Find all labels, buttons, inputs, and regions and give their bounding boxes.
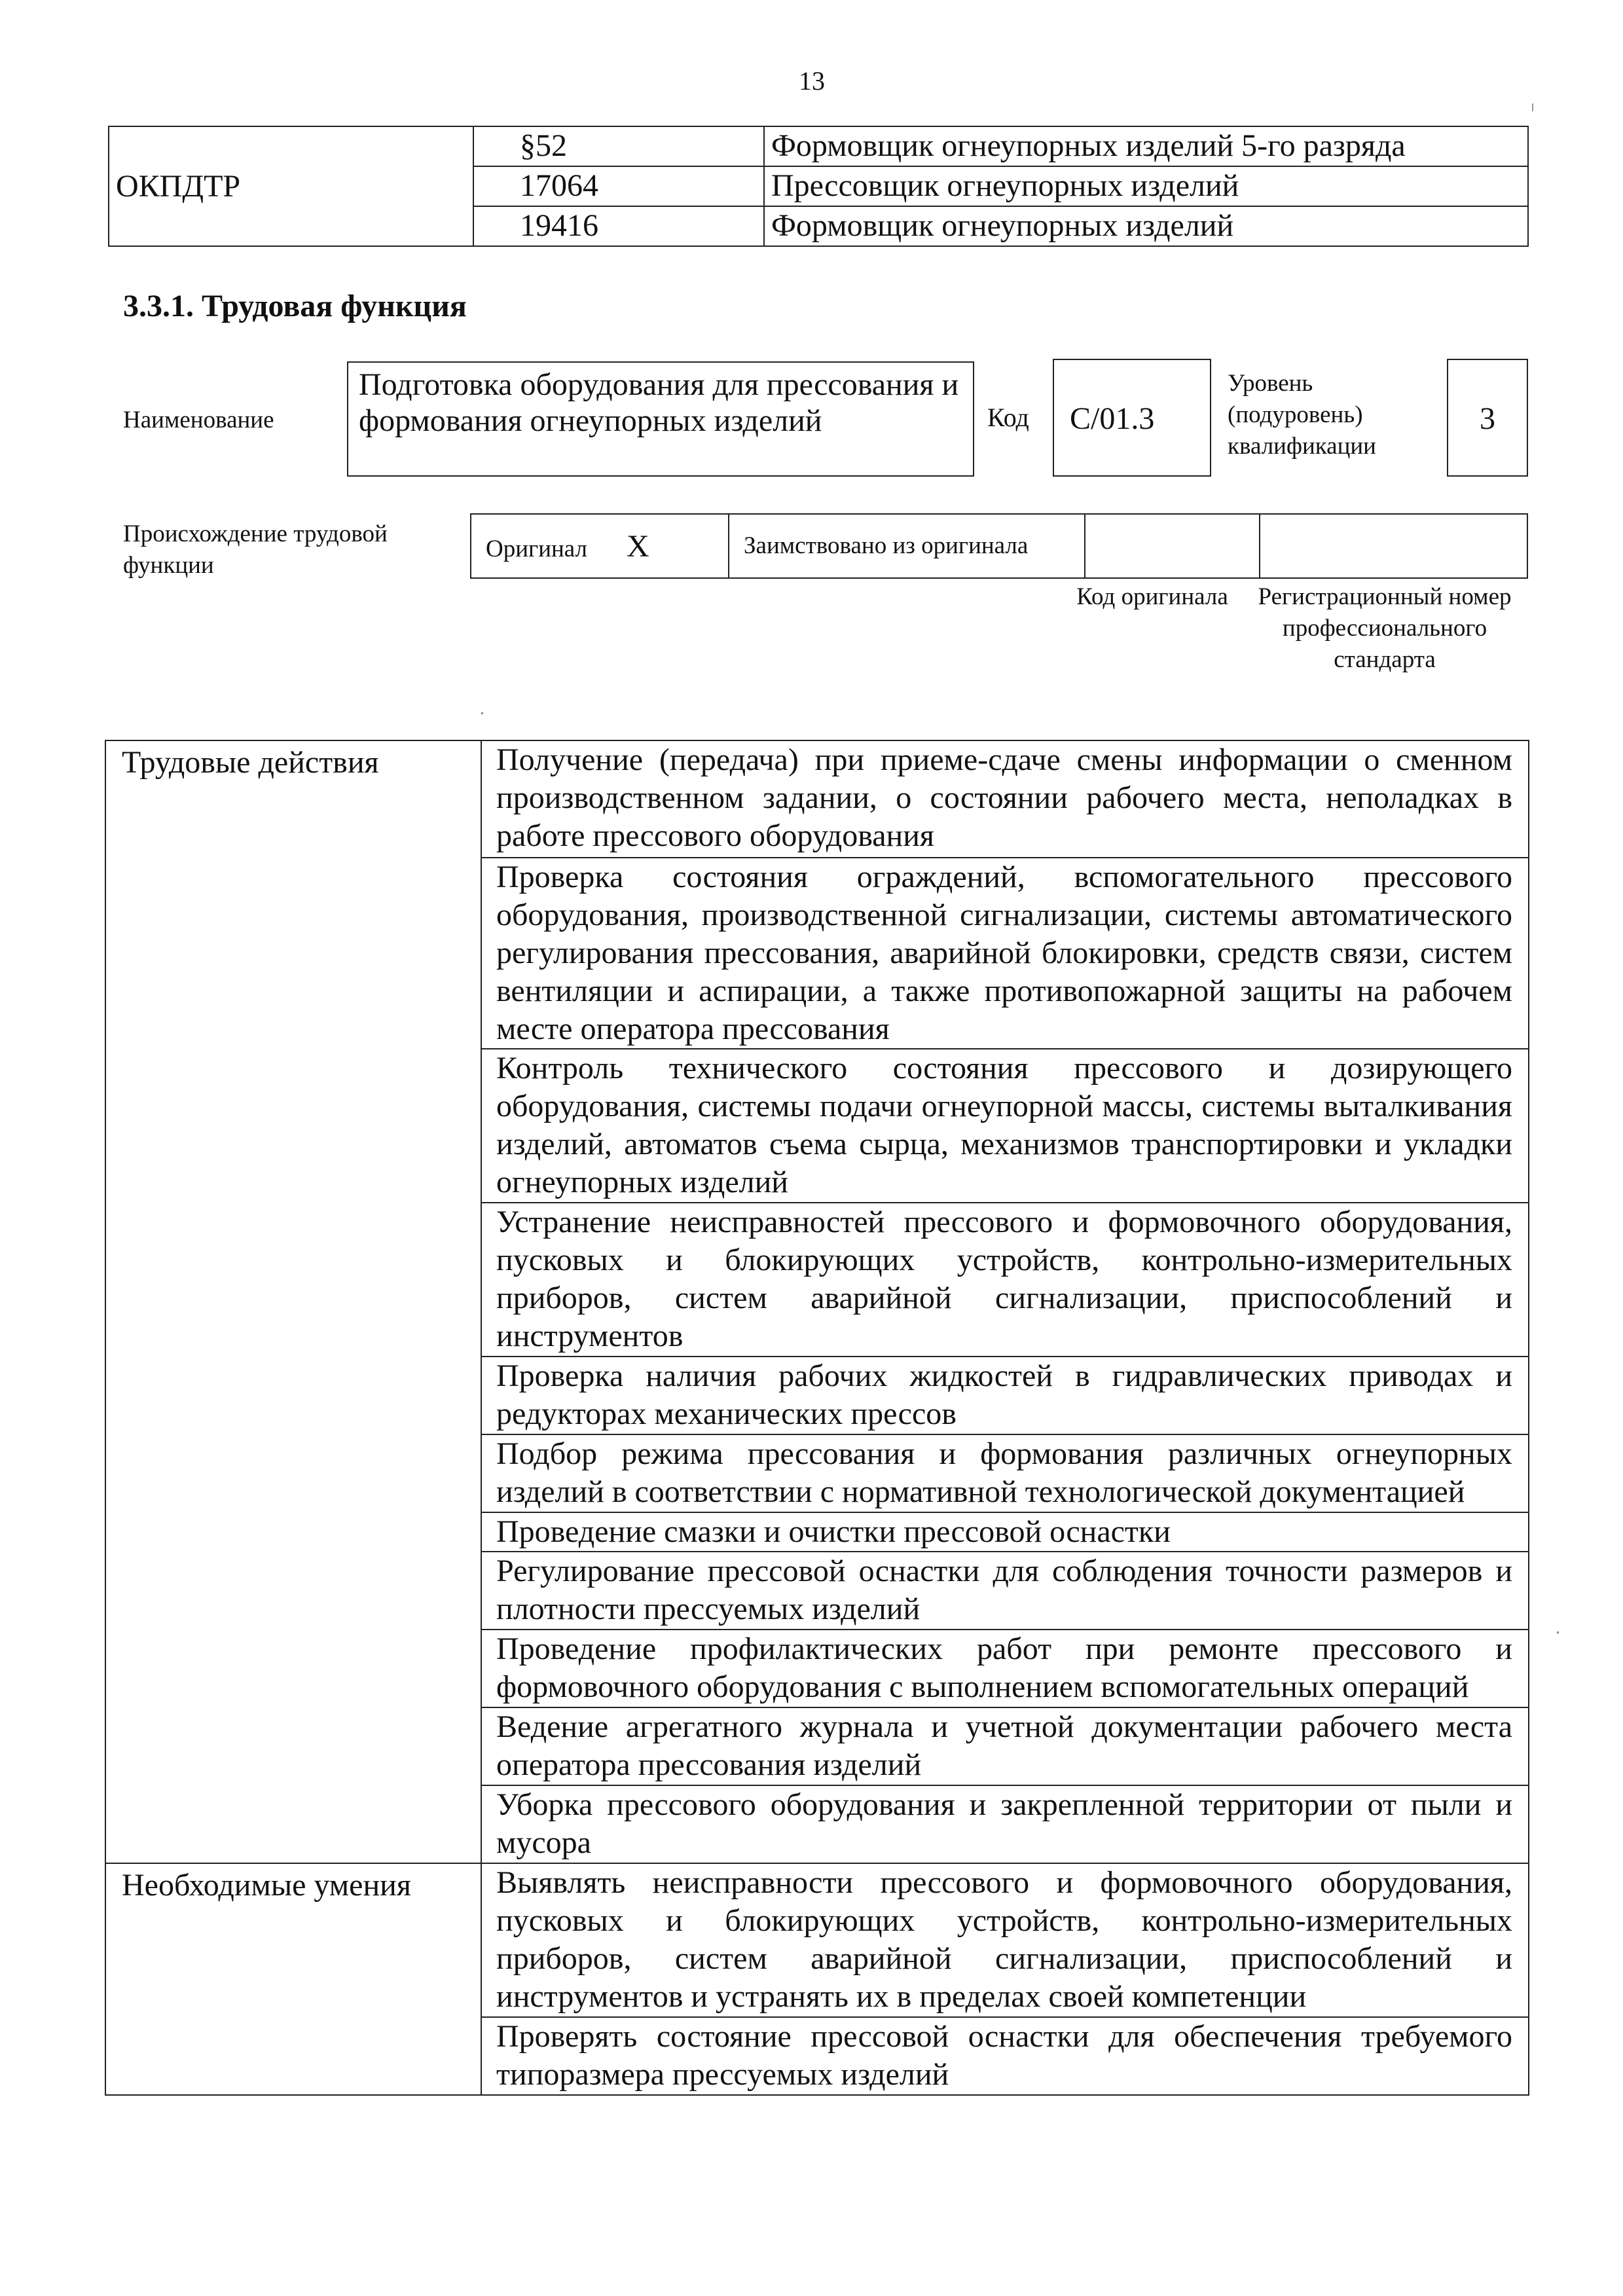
- original-label: Оригинал: [486, 535, 588, 562]
- labor-action-item: Проведение смазки и очистки прессовой оснастки: [481, 1512, 1529, 1552]
- codes-table: [108, 126, 1529, 247]
- title-cell: Формовщик огнеупорных изделий: [764, 206, 1528, 246]
- code-cell: 19416: [473, 206, 764, 246]
- section-title: 3.3.1. Трудовая функция: [123, 289, 467, 323]
- code-label: Код: [987, 403, 1029, 432]
- code-cell: 17064: [473, 166, 764, 206]
- level-box: 3: [1447, 359, 1528, 477]
- original-code-caption: Код оригинала: [1076, 583, 1228, 610]
- function-details-table: [105, 740, 1529, 2096]
- code-cell: §52: [473, 126, 764, 166]
- labor-action-item: Уборка прессового оборудования и закрепленной территории от пыли и мусора: [481, 1785, 1529, 1863]
- original-cell: [471, 514, 729, 578]
- labor-action-item: Проверка наличия рабочих жидкостей в гидравлических приводах и редукторах механических прессов: [481, 1357, 1529, 1434]
- labor-action-item: Проведение профилактических работ при ремонте прессового и формовочного оборудования с выполнением вспомогательных операций: [481, 1630, 1529, 1707]
- scan-mark: [1532, 103, 1533, 111]
- labor-action-item: Ведение агрегатного журнала и учетной документации рабочего места оператора прессования изделий: [481, 1707, 1529, 1785]
- labor-action-item: Регулирование прессовой оснастки для соблюдения точности размеров и плотности прессуемых изделий: [481, 1552, 1529, 1630]
- registration-number-cell: [1260, 514, 1527, 578]
- table-row: [109, 126, 1528, 166]
- title-cell: Формовщик огнеупорных изделий 5-го разряда: [764, 126, 1528, 166]
- origin-table: [470, 513, 1528, 579]
- level-label: Уровень (подуровень) квалификации: [1228, 370, 1376, 460]
- function-name-box: Подготовка оборудования для прессования и формования огнеупорных изделий: [347, 361, 974, 477]
- labor-action-item: Получение (передача) при приеме-сдаче смены информации о сменном производственном задании, о состоянии рабочего места, неполадках в работе прессового оборудования: [481, 740, 1529, 858]
- registration-caption: Регистрационный номер профессионального стандарта: [1258, 583, 1512, 673]
- origin-label: Происхождение трудовой функции: [123, 520, 388, 579]
- name-label: Наименование: [123, 407, 274, 433]
- original-code-cell: [1085, 514, 1260, 578]
- skill-item: Проверять состояние прессовой оснастки для обеспечения требуемого типоразмера прессуемых изделий: [481, 2017, 1529, 2095]
- table-row: [105, 1863, 1529, 2017]
- labor-action-item: Проверка состояния ограждений, вспомогательного прессового оборудования, производственной сигнализации, системы автоматического регулирования прессования, аварийной блокировки, средств связи, систем вентиляции и аспирации, а также противопожарной защиты на рабочем месте оператора прессования: [481, 858, 1529, 1049]
- skill-item: Выявлять неисправности прессового и формовочного оборудования, пусковых и блокирующих устройств, контрольно-измерительных приборов, систем аварийной сигнализации, приспособлений и инструментов и устранять их в пределах своей компетенции: [481, 1863, 1529, 2017]
- labor-action-item: Подбор режима прессования и формования различных огнеупорных изделий в соответствии с нормативной технологической документацией: [481, 1434, 1529, 1512]
- required-skills-label: Необходимые умения: [105, 1863, 481, 2095]
- scan-mark: [481, 712, 483, 714]
- table-row: [471, 514, 1527, 578]
- function-code-box: С/01.3: [1053, 359, 1211, 477]
- page-number: 13: [799, 66, 825, 96]
- scan-mark: [1557, 1631, 1559, 1633]
- borrowed-cell: Заимствовано из оригинала: [729, 514, 1085, 578]
- codes-label: ОКПДТР: [109, 126, 473, 246]
- title-cell: Прессовщик огнеупорных изделий: [764, 166, 1528, 206]
- labor-action-item: Устранение неисправностей прессового и формовочного оборудования, пусковых и блокирующих устройств, контрольно-измерительных приборов, систем аварийной сигнализации, приспособлений и инструментов: [481, 1203, 1529, 1357]
- original-mark: X: [627, 528, 649, 564]
- table-row: [105, 740, 1529, 858]
- labor-actions-label: Трудовые действия: [105, 740, 481, 1863]
- labor-action-item: Контроль технического состояния прессового и дозирующего оборудования, системы подачи огнеупорной массы, системы выталкивания изделий, автоматов съема сырца, механизмов транспортировки и укладки огнеупорных изделий: [481, 1049, 1529, 1203]
